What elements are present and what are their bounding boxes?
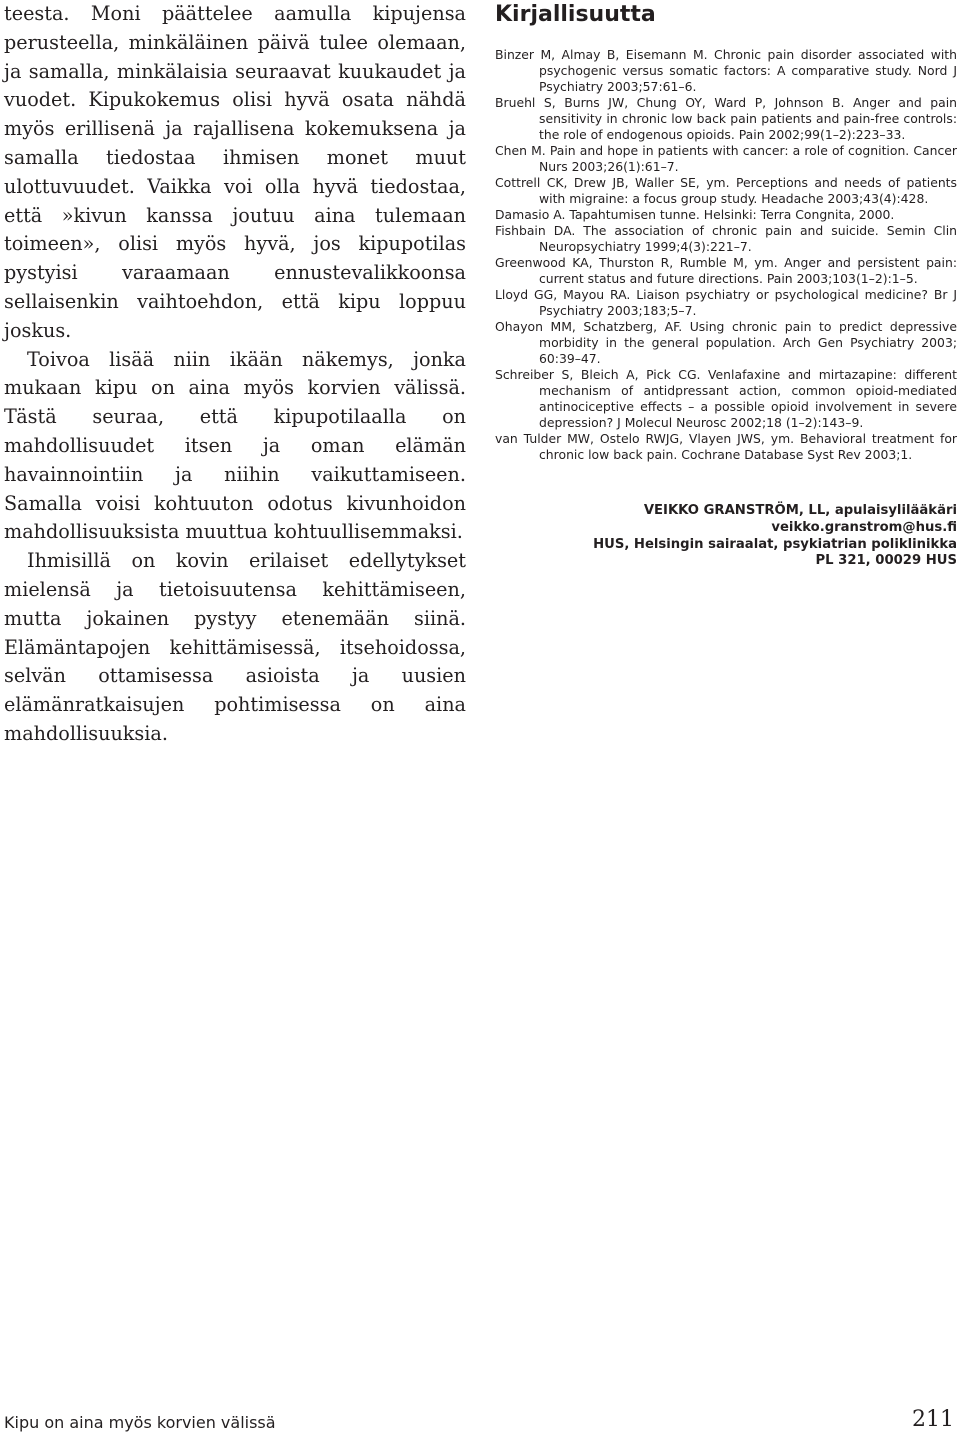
references-heading: Kirjallisuutta <box>495 2 656 27</box>
references-column <box>495 0 957 570</box>
reference-item: Chen M. Pain and hope in patients with cancer: a role of cognition. Cancer Nurs 2003;26(1):61–7. <box>495 143 957 174</box>
author-address: PL 321, 00029 HUS <box>815 553 957 569</box>
author-block <box>495 503 957 570</box>
author-email[interactable]: veikko.granstrom@hus.fi <box>771 519 957 535</box>
reference-item: Bruehl S, Burns JW, Chung OY, Ward P, Johnson B. Anger and pain sensitivity in chronic low back pain patients and pain-free controls: the role of endogenous opioids. Pain 2002;99(1–2):223–33. <box>495 95 957 142</box>
page-number: 211 <box>912 1407 954 1432</box>
body-paragraph: Toivoa lisää niin ikään näkemys, jonka mukaan kipu on aina myös korvien välissä. Tästä seuraa, että kipupotilaalla on mahdollisuudet itsen ja oman elämän havainnointiin ja niihin vaikuttamiseen. Samalla voisi kohtuuton odotus kivunhoidon mahdollisuuksista muuttua kohtuullisemmaksi. <box>4 347 466 544</box>
reference-item: Lloyd GG, Mayou RA. Liaison psychiatry or psychological medicine? Br J Psychiatry 2003;183;5–7. <box>495 287 957 318</box>
running-title: Kipu on aina myös korvien välissä <box>4 1413 276 1432</box>
reference-item: Damasio A. Tapahtumisen tunne. Helsinki: Terra Congnita, 2000. <box>495 207 895 222</box>
body-paragraph: teesta. Moni päättelee aamulla kipujensa perusteella, minkäläinen päivä tulee olemaan, ja samalla, minkälaisia seuraavat kuukaudet ja vuodet. Kipukokemus olisi hyvä osata nähdä myös erillisenä ja rajallisena kokemuksena ja samalla tiedostaa ihmisen monet muut ulottuvuudet. Vaikka voi olla hyvä tiedostaa, että »kivun kanssa joutuu aina tulemaan toimeen», olisi myös hyvä, jos kipupotilas pystyisi varaamaan ennustevalikkoonsa sellaisenkin vaihtoehdon, että kipu loppuu joskus. <box>4 2 466 342</box>
reference-item: Schreiber S, Bleich A, Pick CG. Venlafaxine and mirtazapine: different mechanism of antidpressant action, common opioid-mediated antinociceptive effects – a possible opioid involvement in severe depression? J Molecul Neurosc 2002;18 (1–2):143–9. <box>495 367 957 430</box>
author-name: VEIKKO GRANSTRÖM, LL, apulaisylilääkäri <box>643 503 957 518</box>
reference-item: Cottrell CK, Drew JB, Waller SE, ym. Perceptions and needs of patients with migraine: a focus group study. Headache 2003;43(4):428. <box>495 175 957 206</box>
reference-item: Ohayon MM, Schatzberg, AF. Using chronic pain to predict depressive morbidity in the general population. Arch Gen Psychiatry 2003; 60:39–47. <box>495 319 957 366</box>
reference-item: van Tulder MW, Ostelo RWJG, Vlayen JWS, ym. Behavioral treatment for chronic low back pain. Cochrane Database Syst Rev 2003;1. <box>495 431 957 462</box>
author-affiliation: HUS, Helsingin sairaalat, psykiatrian poliklinikka <box>593 536 957 552</box>
body-text-column <box>4 0 466 749</box>
body-paragraph: Ihmisillä on kovin erilaiset edellytykset mielensä ja tietoisuutensa kehittämiseen, mutta jokainen pystyy etenemään siinä. Elämäntapojen kehittämisessä, itsehoidossa, selvän ottamisessa asioista ja uusien elämänratkaisujen pohtimisessa on aina mahdollisuuksia. <box>4 549 466 745</box>
reference-list <box>495 47 957 463</box>
reference-item: Binzer M, Almay B, Eisemann M. Chronic pain disorder associated with psychogenic versus somatic factors: A comparative study. Nord J Psychiatry 2003;57:61–6. <box>495 47 957 94</box>
reference-item: Fishbain DA. The association of chronic pain and suicide. Semin Clin Neuropsychiatry 1999;4(3):221–7. <box>495 223 957 254</box>
reference-item: Greenwood KA, Thurston R, Rumble M, ym. Anger and persistent pain: current status and future directions. Pain 2003;103(1–2):1–5. <box>495 255 957 286</box>
